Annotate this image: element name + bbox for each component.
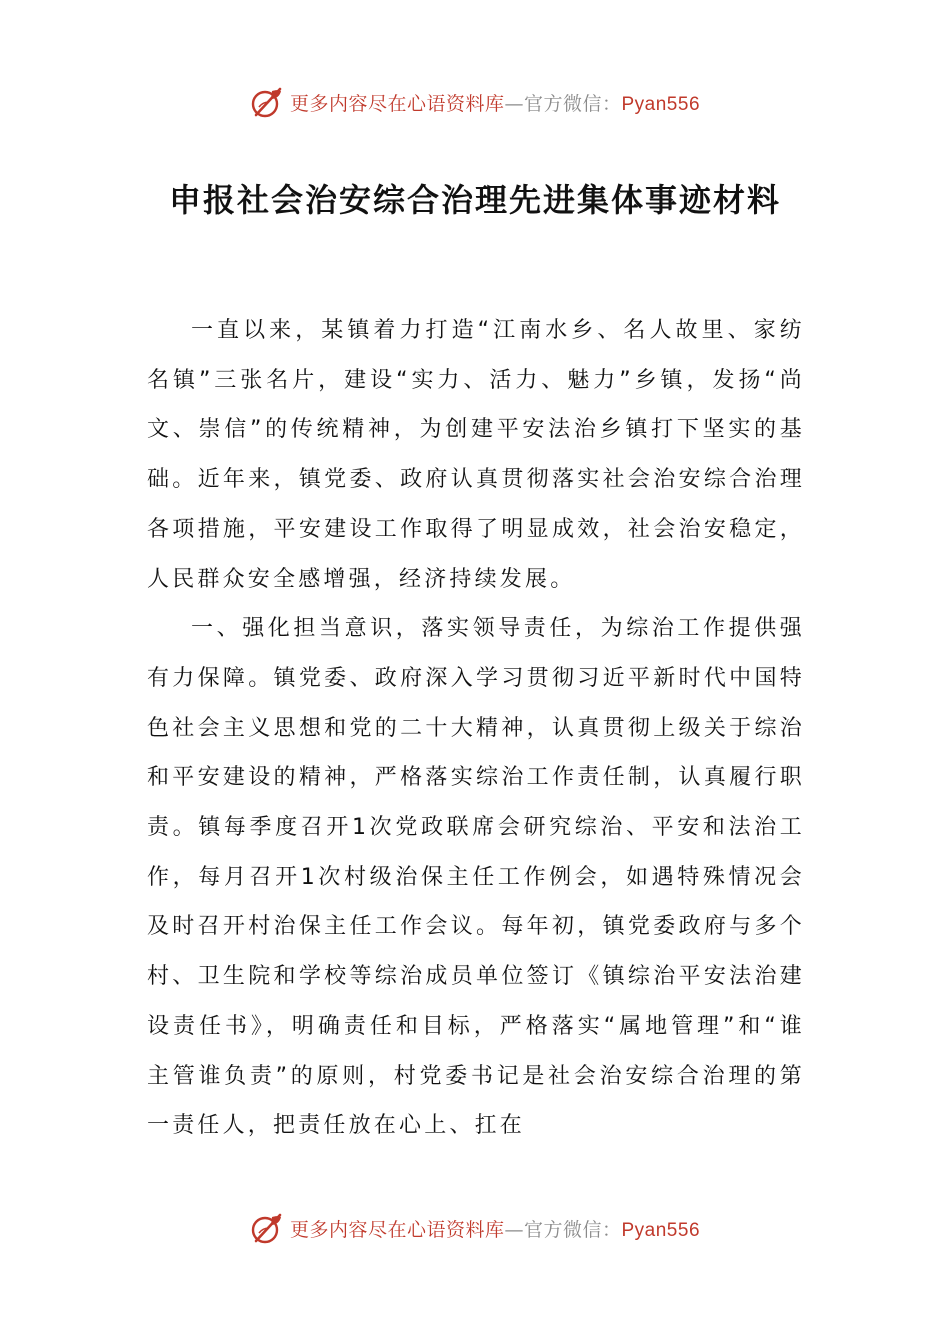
document-body xyxy=(147,306,805,1151)
watermark-rest: 官方微信： xyxy=(523,92,622,115)
watermark-lead: 更多内容尽在心语资料库 xyxy=(289,1218,505,1241)
watermark-wechat-id: Pyan556 xyxy=(621,93,701,115)
body-paragraph: 一、强化担当意识，落实领导责任，为综治工作提供强有力保障。镇党委、政府深入学习贯彻习近平新时代中国特色社会主义思想和党的二十大精神，认真贯彻上级关于综治和平安建设的精神，严格落实综治工作责任制，认真履行职责。镇每季度召开1次党政联席会研究综治、平安和法治工作，每月召开1次村级治保主任工作例会，如遇特殊情况会及时召开村治保主任工作会议。每年初，镇党委政府与多个村、卫生院和学校等综治成员单位签订《镇综治平安法治建设责任书》，明确责任和目标，严格落实“属地管理”和“谁主管谁负责”的原则，村党委书记是社会治安综合治理的第一责任人，把责任放在心上、扛在 xyxy=(147,616,805,1139)
watermark-lead: 更多内容尽在心语资料库 xyxy=(289,92,505,115)
watermark-wechat-id: Pyan556 xyxy=(621,1219,701,1241)
quill-logo-icon xyxy=(250,85,284,119)
header-watermark xyxy=(0,82,950,122)
watermark-rest: 官方微信： xyxy=(523,1218,622,1241)
quill-logo-icon xyxy=(250,1211,284,1245)
watermark-text xyxy=(290,89,700,116)
watermark-text xyxy=(290,1215,700,1242)
watermark-dash: — xyxy=(504,92,524,115)
body-paragraph: 一直以来，某镇着力打造“江南水乡、名人故里、家纺名镇”三张名片，建设“实力、活力、魅力”乡镇，发扬“尚文、崇信”的传统精神，为创建平安法治乡镇打下坚实的基础。近年来，镇党委、政府认真贯彻落实社会治安综合治理各项措施，平安建设工作取得了明显成效，社会治安稳定，人民群众安全感增强，经济持续发展。 xyxy=(147,318,805,592)
watermark-dash: — xyxy=(504,1218,524,1241)
document-title: 申报社会治安综合治理先进集体事迹材料 xyxy=(168,181,781,219)
footer-watermark xyxy=(0,1208,950,1248)
